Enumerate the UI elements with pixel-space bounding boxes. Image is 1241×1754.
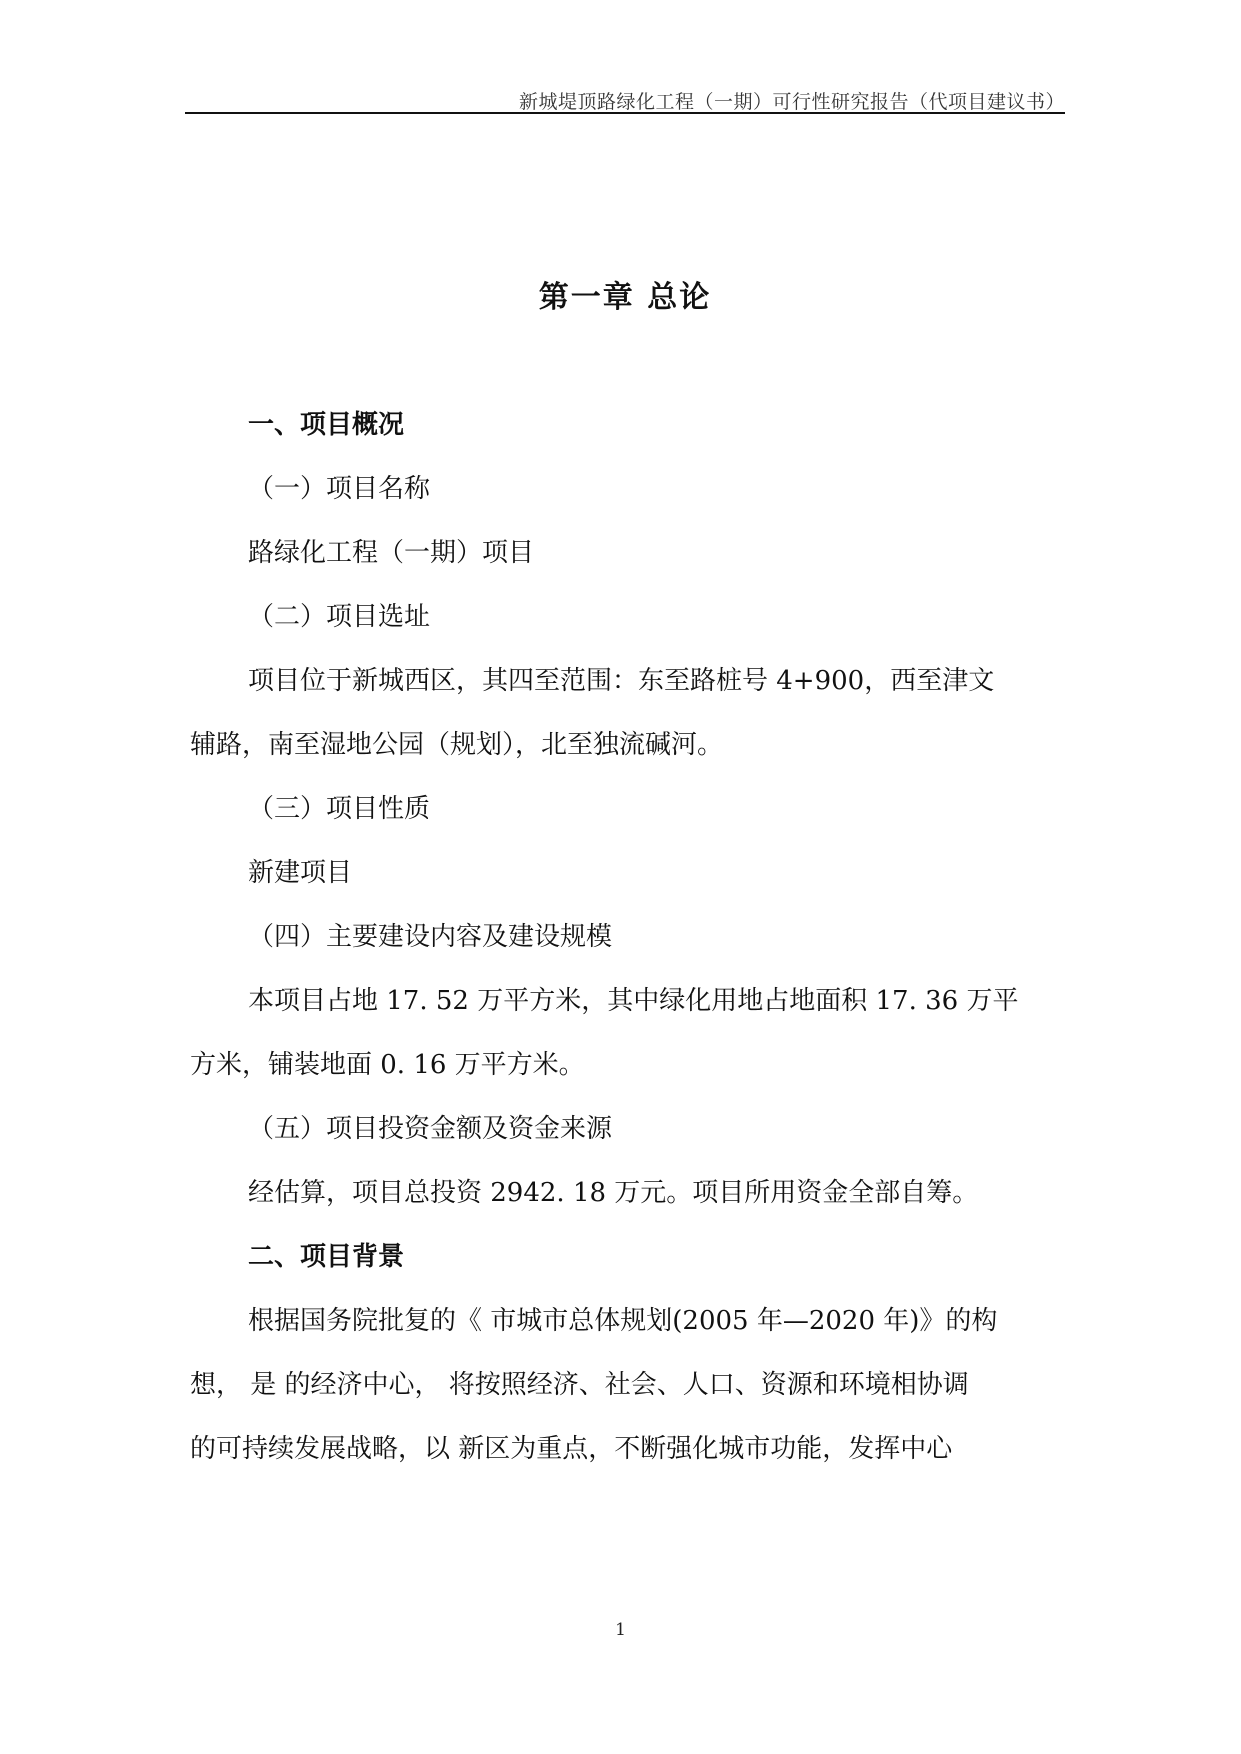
header-rule	[185, 112, 1065, 114]
paragraph-location-line-2: 辅路，南至湿地公园（规划），北至独流碱河。	[190, 730, 724, 760]
paragraph-background-line-2: 想， 是 的经济中心， 将按照经济、社会、人口、资源和环境相协调	[190, 1370, 969, 1400]
paragraph-investment: 经估算，项目总投资 2942. 18 万元。项目所用资金全部自筹。	[248, 1178, 979, 1208]
subsection-heading-nature: （三）项目性质	[248, 794, 431, 824]
subsection-heading-scope: （四）主要建设内容及建设规模	[248, 922, 613, 952]
section-heading-background: 二、项目背景	[248, 1242, 405, 1272]
paragraph-scope-line-1: 本项目占地 17. 52 万平方米，其中绿化用地占地面积 17. 36 万平	[248, 986, 1019, 1016]
paragraph-scope-line-2: 方米，铺装地面 0. 16 万平方米。	[190, 1050, 585, 1080]
paragraph-background-line-3: 的可持续发展战略，以 新区为重点，不断强化城市功能，发挥中心	[190, 1434, 953, 1464]
chapter-title: 第一章 总论	[538, 280, 712, 315]
page-number: 1	[615, 1620, 626, 1640]
paragraph-background-line-1: 根据国务院批复的《 市城市总体规划(2005 年—2020 年)》的构	[248, 1306, 998, 1336]
paragraph-project-name: 路绿化工程（一期）项目	[248, 538, 535, 568]
subsection-heading-investment: （五）项目投资金额及资金来源	[248, 1114, 613, 1144]
paragraph-nature: 新建项目	[248, 858, 353, 888]
paragraph-location-line-1: 项目位于新城西区，其四至范围：东至路桩号 4+900，西至津文	[248, 666, 995, 696]
subsection-heading-location: （二）项目选址	[248, 602, 431, 632]
running-header: 新城堤顶路绿化工程（一期）可行性研究报告（代项目建议书）	[518, 91, 1065, 113]
section-heading-overview: 一、项目概况	[248, 410, 405, 440]
subsection-heading-name: （一）项目名称	[248, 474, 431, 504]
